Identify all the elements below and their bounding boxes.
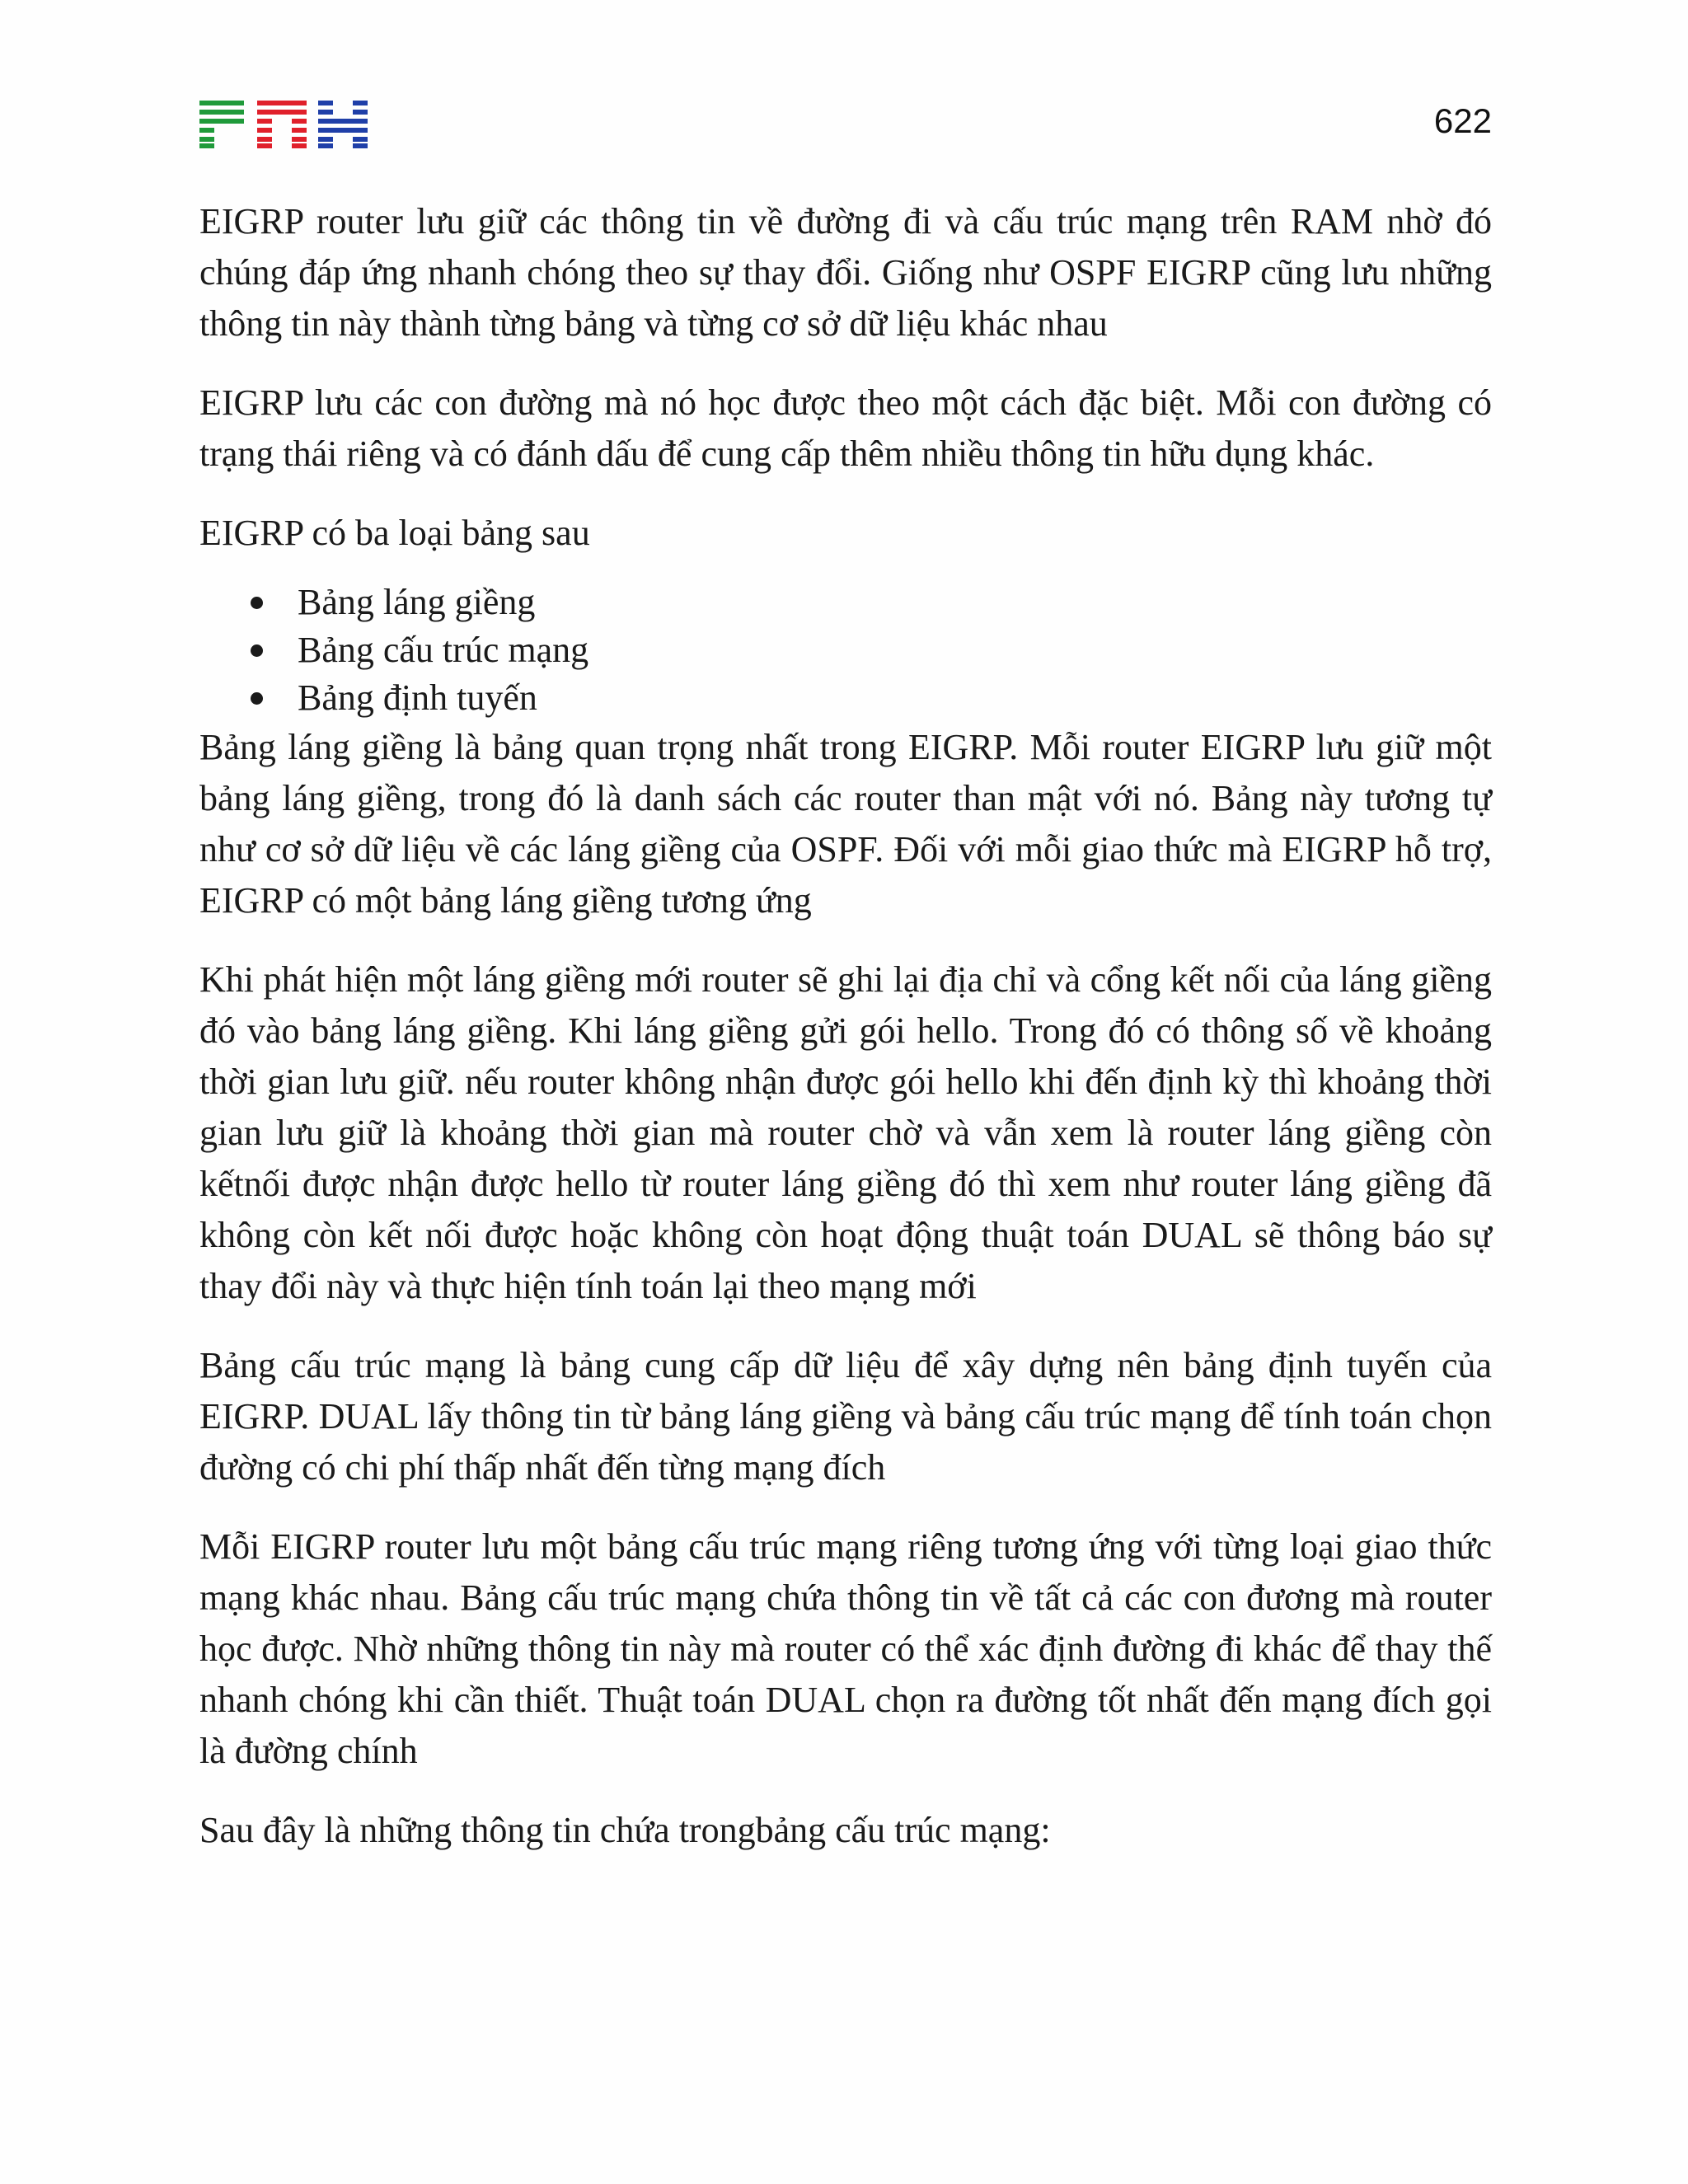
page-header (199, 97, 1492, 155)
paragraph: EIGRP lưu các con đường mà nó học được theo một cách đặc biệt. Mỗi con đường có trạng thái riêng và có đánh dấu để cung cấp thêm nhiều thông tin hữu dụng khác. (199, 382, 1492, 474)
paragraph: EIGRP có ba loại bảng sau (199, 513, 590, 553)
list-item (199, 579, 1492, 626)
bullet-icon (251, 644, 263, 657)
logo-letter-n (257, 101, 307, 148)
paragraph: EIGRP router lưu giữ các thông tin về đường đi và cấu trúc mạng trên RAM nhờ đó chúng đáp ứng nhanh chóng theo sự thay đổi. Giống như OSPF EIGRP cũng lưu những thông tin này thành từng bảng và từng cơ sở dữ liệu khác nhau (199, 201, 1492, 344)
paragraph: Khi phát hiện một láng giềng mới router sẽ ghi lại địa chỉ và cổng kết nối của láng giềng đó vào bảng láng giềng. Khi láng giềng gửi gói hello. Trong đó có thông số về khoảng thời gian lưu giữ. nếu router không nhận được gói hello khi đến định kỳ thì khoảng thời gian lưu giữ là khoảng thời gian mà router chờ và vẫn xem là router láng giềng còn kếtnối được nhận được hello từ router láng giềng đó thì xem như router láng giềng đã không còn kết nối được hoặc không còn hoạt động thuật toán DUAL sẽ thông báo sự thay đổi này và thực hiện tính toán lại theo mạng mới (199, 959, 1492, 1306)
pnh-logo (199, 101, 368, 148)
paragraph: Bảng cấu trúc mạng là bảng cung cấp dữ liệu để xây dựng nên bảng định tuyến của EIGRP. DUAL lấy thông tin từ bảng láng giềng và bảng cấu trúc mạng để tính toán chọn đường có chi phí thấp nhất đến từng mạng đích (199, 1345, 1492, 1488)
paragraph: Sau đây là những thông tin chứa trongbảng cấu trúc mạng: (199, 1810, 1051, 1850)
bullet-icon (251, 692, 263, 705)
logo-letter-h (318, 101, 368, 148)
list-item-label: Bảng cấu trúc mạng (298, 630, 589, 670)
paragraph: Bảng láng giềng là bảng quan trọng nhất trong EIGRP. Mỗi router EIGRP lưu giữ một bảng láng giềng, trong đó là danh sách các router than mật với nó. Bảng này tương tự như cơ sở dữ liệu về các láng giềng của OSPF. Đối với mỗi giao thức mà EIGRP hỗ trợ, EIGRP có một bảng láng giềng tương ứng (199, 727, 1492, 921)
page-body (199, 196, 1492, 1884)
list-item (199, 626, 1492, 674)
list-item (199, 674, 1492, 722)
logo-letter-p (199, 101, 244, 148)
bullet-icon (251, 597, 263, 609)
page-number: 622 (1433, 101, 1492, 140)
paragraph: Mỗi EIGRP router lưu một bảng cấu trúc mạng riêng tương ứng với từng loại giao thức mạng khác nhau. Bảng cấu trúc mạng chứa thông tin về tất cả các con đương mà router học được. Nhờ những thông tin này mà router có thể xác định đường đi khác để thay thế nhanh chóng khi cần thiết. Thuật toán DUAL chọn ra đường tốt nhất đến mạng đích gọi là đường chính (199, 1526, 1492, 1771)
list-item-label: Bảng láng giềng (298, 582, 536, 622)
list-item-label: Bảng định tuyến (298, 677, 537, 718)
table-types-list (199, 579, 1492, 722)
